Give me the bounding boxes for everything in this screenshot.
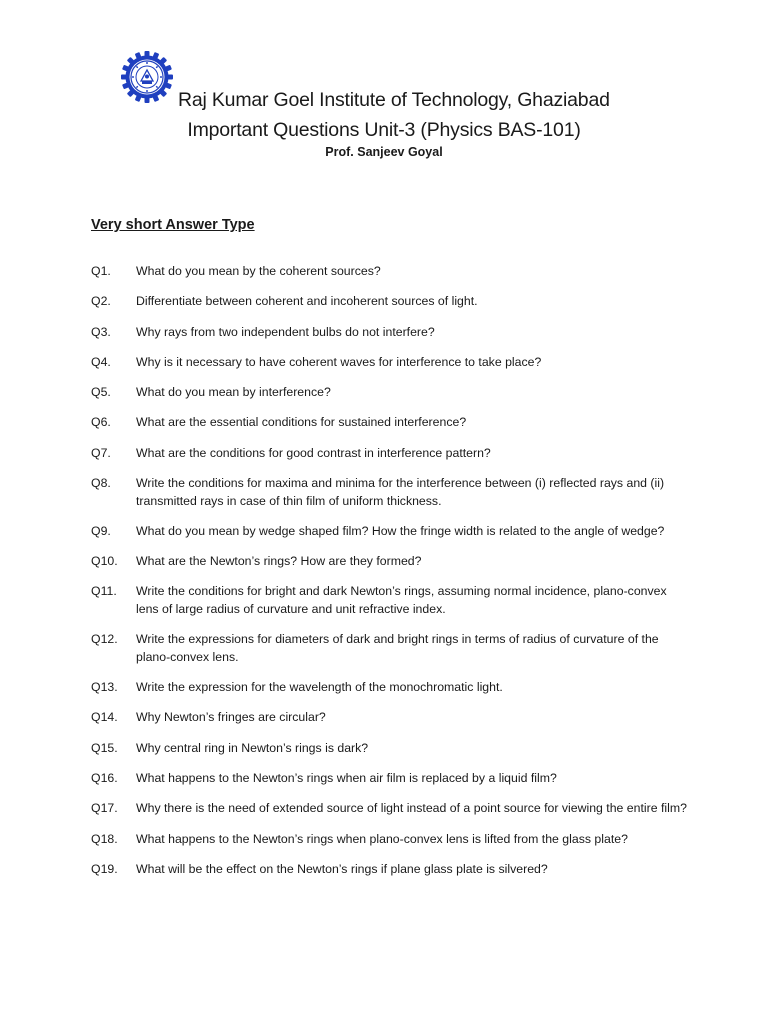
question-number: Q9. <box>91 523 111 538</box>
question-list <box>91 263 691 891</box>
question-item <box>91 679 691 697</box>
question-item <box>91 831 691 849</box>
question-item <box>91 523 691 541</box>
question-text: What happens to the Newton’s rings when air film is replaced by a liquid film? <box>136 770 557 785</box>
question-item <box>91 414 691 432</box>
question-number: Q18. <box>91 831 118 846</box>
question-item <box>91 354 691 372</box>
question-number: Q17. <box>91 801 118 816</box>
institute-name: Raj Kumar Goel Institute of Technology, Ghaziabad <box>178 89 610 111</box>
question-text: Write the expression for the wavelength of the monochromatic light. <box>136 680 503 695</box>
question-number: Q3. <box>91 324 111 339</box>
question-text: What do you mean by wedge shaped film? How the fringe width is related to the angle of wedge? <box>136 523 665 538</box>
question-text: Write the conditions for bright and dark Newton’s rings, assuming normal incidence, plano-convex lens of large radius of curvature and unit refractive index. <box>136 584 667 616</box>
question-item <box>91 740 691 758</box>
question-item <box>91 553 691 571</box>
question-text: What are the conditions for good contrast in interference pattern? <box>136 445 491 460</box>
question-text: Differentiate between coherent and incoherent sources of light. <box>136 294 478 309</box>
question-text: Why central ring in Newton’s rings is dark? <box>136 740 369 755</box>
question-item <box>91 384 691 402</box>
question-text: Why rays from two independent bulbs do not interfere? <box>136 324 435 339</box>
question-number: Q14. <box>91 710 118 725</box>
question-item <box>91 445 691 463</box>
question-number: Q10. <box>91 554 118 569</box>
question-item <box>91 770 691 788</box>
question-text: Why is it necessary to have coherent waves for interference to take place? <box>136 354 542 369</box>
section-heading: Very short Answer Type <box>91 217 255 233</box>
question-text: What are the Newton’s rings? How are they formed? <box>136 554 422 569</box>
question-item <box>91 583 691 618</box>
question-text: Why there is the need of extended source of light instead of a point source for viewing the entire film? <box>136 801 687 816</box>
document-title: Important Questions Unit-3 (Physics BAS-101) <box>187 119 581 141</box>
institute-seal-icon <box>121 51 173 103</box>
question-text: What happens to the Newton’s rings when plano-convex lens is lifted from the glass plate? <box>136 831 628 846</box>
question-number: Q8. <box>91 476 111 491</box>
question-number: Q2. <box>91 294 111 309</box>
author-name: Prof. Sanjeev Goyal <box>325 145 443 159</box>
question-number: Q13. <box>91 680 118 695</box>
question-text: What will be the effect on the Newton’s rings if plane glass plate is silvered? <box>136 861 548 876</box>
question-item <box>91 709 691 727</box>
question-text: Write the expressions for diameters of dark and bright rings in terms of radius of curvature of the plano-convex lens. <box>136 632 659 664</box>
question-number: Q11. <box>91 584 117 599</box>
question-text: What do you mean by interference? <box>136 385 331 400</box>
question-number: Q7. <box>91 445 111 460</box>
question-item <box>91 263 691 281</box>
question-number: Q5. <box>91 385 111 400</box>
question-number: Q12. <box>91 632 118 647</box>
question-text: Write the conditions for maxima and minima for the interference between (i) reflected rays and (ii) transmitted rays in case of thin film of uniform thickness. <box>136 476 665 508</box>
question-item <box>91 800 691 818</box>
question-text: Why Newton’s fringes are circular? <box>136 710 326 725</box>
question-number: Q16. <box>91 770 118 785</box>
question-item <box>91 293 691 311</box>
question-number: Q15. <box>91 740 118 755</box>
question-text: What are the essential conditions for sustained interference? <box>136 415 467 430</box>
question-item <box>91 475 691 510</box>
question-item <box>91 861 691 879</box>
question-item <box>91 324 691 342</box>
question-item <box>91 631 691 666</box>
question-number: Q19. <box>91 861 118 876</box>
question-number: Q1. <box>91 264 111 278</box>
question-number: Q6. <box>91 415 111 430</box>
question-text: What do you mean by the coherent sources? <box>136 264 381 278</box>
question-number: Q4. <box>91 354 111 369</box>
